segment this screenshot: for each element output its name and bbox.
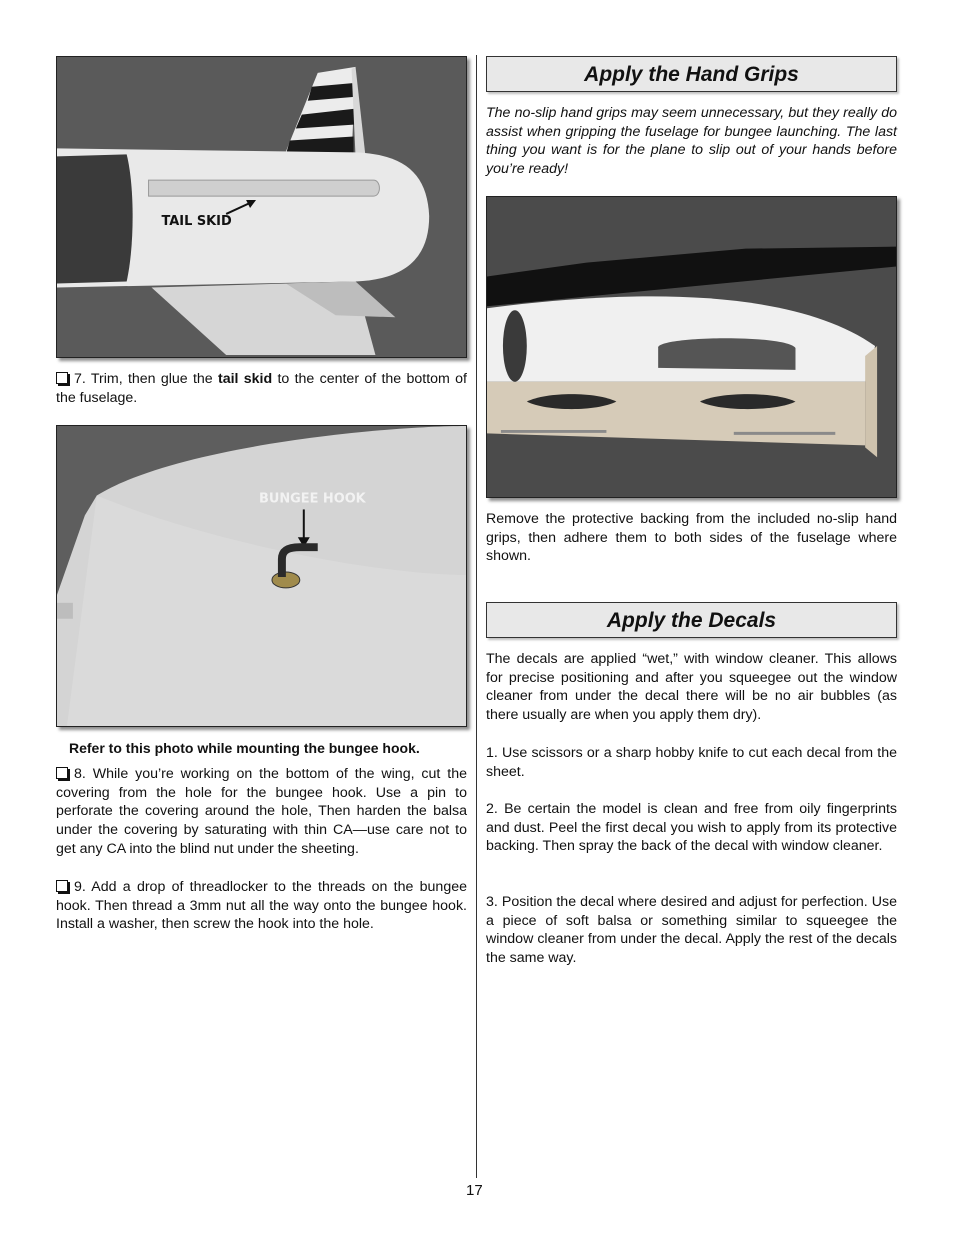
checkbox[interactable] (56, 880, 68, 892)
tail-skid-label: TAIL SKID (161, 213, 232, 229)
hand-grips-intro: The no-slip hand grips may seem unnecessary, but they really do assist when gripping the fuselage for bungee launching. The last thing you want is for the plane to slip out of your hands before you’re ready! (486, 105, 897, 178)
bungee-hook-photo (56, 425, 467, 727)
hand-grips-instruction: Remove the protective backing from the included no-slip hand grips, then adhere them to both sides of the fuselage where shown. (486, 511, 897, 565)
decals-step-2: 2. Be certain the model is clean and free from oily fingerprints and dust. Peel the first decal you wish to apply from its protective backing. Then spray the back of the decal with window cleaner. (486, 801, 897, 855)
step-8: 8. While you’re working on the bottom of the wing, cut the covering from the hole for the bungee hook. Use a pin to perforate the covering around the hole, Then harden the balsa under the covering by saturating with thin CA—use care not to get any CA into the blind nut under the sheeting. (56, 766, 467, 857)
decals-step-3: 3. Position the decal where desired and adjust for perfection. Use a piece of soft balsa or something similar to squeegee the window cleaner from under the decal. Apply the rest of the decals the same way. (486, 894, 897, 967)
step-9: 9. Add a drop of threadlocker to the threads on the bungee hook. Then thread a 3mm nut all the way onto the bungee hook. Install a washer, then screw the hook into the hole. (56, 879, 467, 933)
checkbox[interactable] (56, 372, 68, 384)
checkbox[interactable] (56, 767, 68, 779)
page-number: 17 (466, 1182, 483, 1199)
tail-skid-photo (56, 56, 467, 358)
column-divider (476, 55, 477, 1178)
hand-grips-photo (486, 196, 897, 498)
decals-step-1: 1. Use scissors or a sharp hobby knife to cut each decal from the sheet. (486, 745, 897, 780)
step-7: 7. Trim, then glue the tail skid to the center of the bottom of the fuselage. (56, 371, 467, 406)
decals-heading: Apply the Decals (486, 602, 897, 638)
bungee-hook-label: BUNGEE HOOK (259, 491, 366, 507)
photo-caption: Refer to this photo while mounting the bungee hook. (69, 740, 420, 756)
hand-grips-heading: Apply the Hand Grips (486, 56, 897, 92)
decals-intro: The decals are applied “wet,” with window cleaner. This allows for precise positioning and after you squeegee out the window cleaner from under the decal there will be no air bubbles (as there usually are when you apply them dry). (486, 651, 897, 724)
